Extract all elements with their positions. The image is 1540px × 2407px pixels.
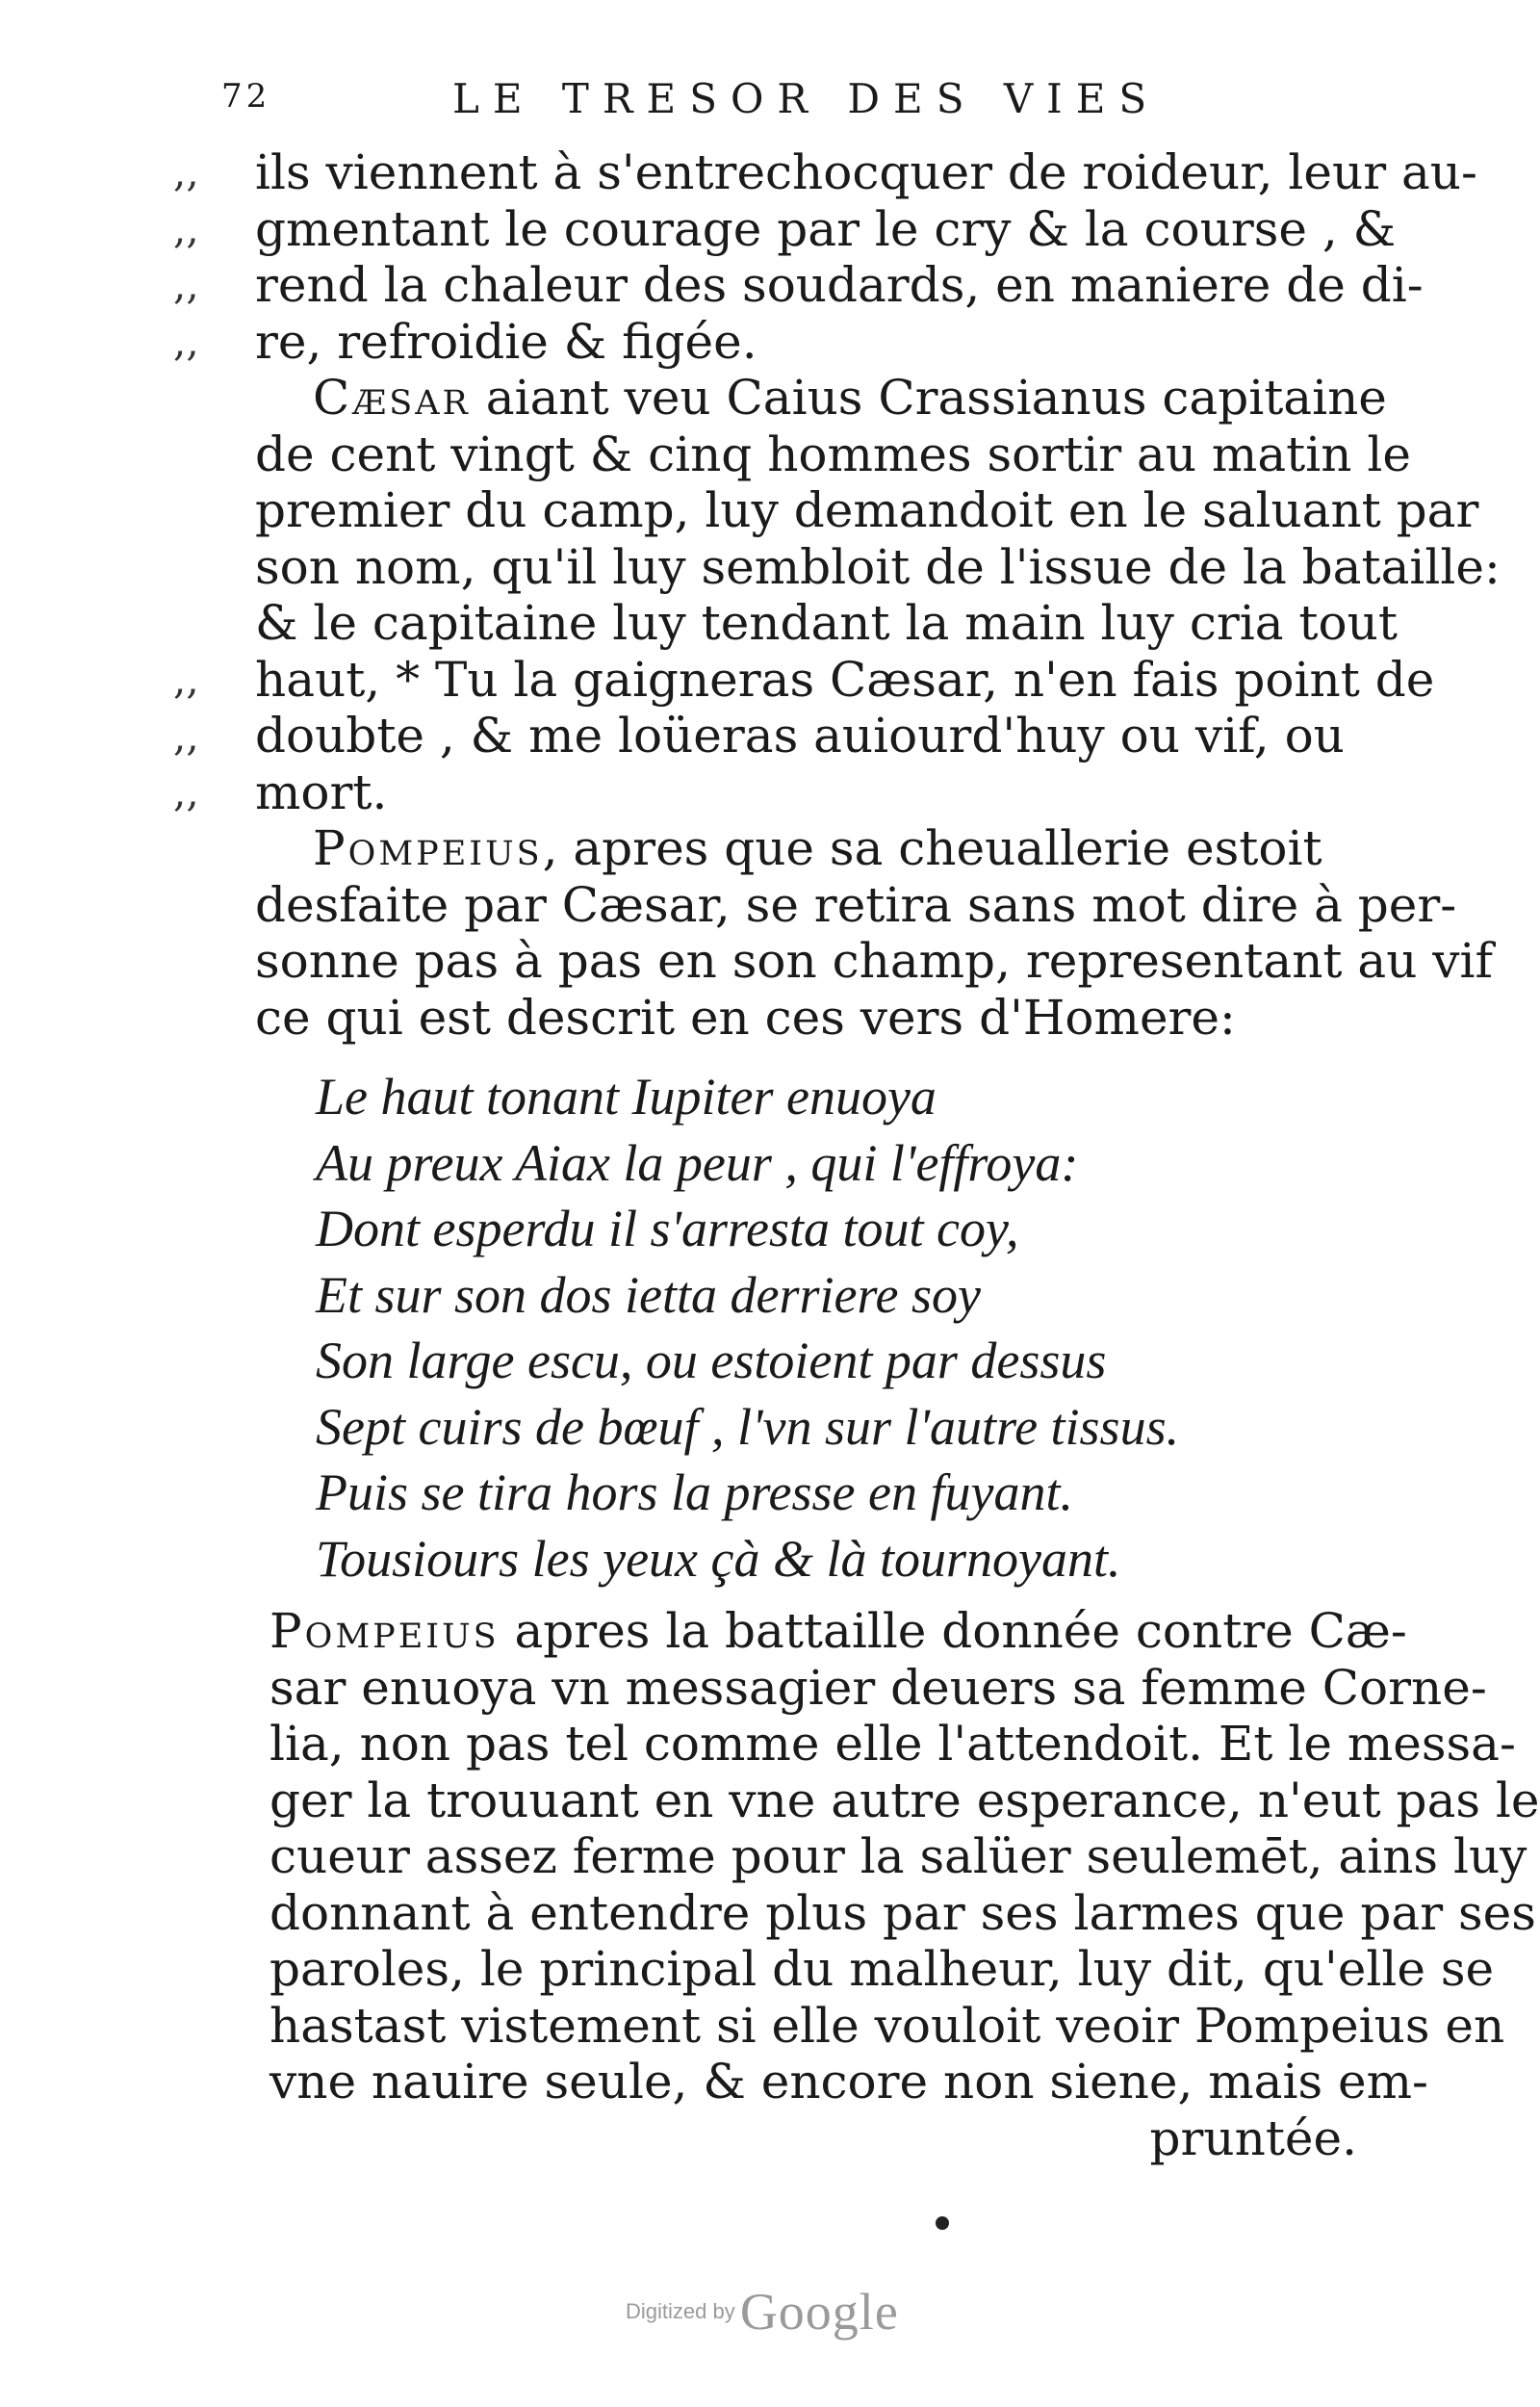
text-line: desfaite par Cæsar, se retira sans mot dire à per- xyxy=(255,876,1457,933)
text-line: son nom, qu'il luy sembloit de l'issue de la bataille: xyxy=(255,538,1501,595)
running-head: LE TRESOR DES VIES xyxy=(452,75,1161,122)
verse-line: Tousiours les yeux çà & là tournoyant. xyxy=(316,1529,1121,1588)
text-line: cueur assez ferme pour la salüer seulemēt, ains luy xyxy=(270,1828,1527,1884)
prose-block xyxy=(255,144,1501,1046)
margin-quote-mark: ,, xyxy=(173,656,199,703)
text-line: mort. xyxy=(255,764,388,820)
text-line: premier du camp, luy demandoit en le saluant par xyxy=(255,482,1479,538)
text-line xyxy=(255,820,1357,877)
paragraph-pompeius-messenger xyxy=(270,1603,1540,2166)
text-line: de cent vingt & cinq hommes sortir au matin le xyxy=(255,426,1411,482)
paragraph-lead-word: Pompeius xyxy=(270,1603,500,1659)
text-line: re, refroidie & figée. xyxy=(255,313,757,370)
text-line: paroles, le principal du malheur, luy dit, qu'elle se xyxy=(270,1941,1495,1997)
text-line xyxy=(255,370,1387,427)
text-line: gmentant le courage par le cry & la course , & xyxy=(255,200,1397,257)
text-fragment: apres la battaille donnée contre Cæ- xyxy=(499,1603,1407,1659)
text-line: donnant à entendre plus par ses larmes que par ses xyxy=(270,1884,1536,1941)
text-line: ce qui est descrit en ces vers d'Homere: xyxy=(255,989,1236,1046)
paragraph-continuation xyxy=(255,144,1477,370)
digitized-watermark xyxy=(626,2282,953,2349)
text-line: hastast vistement si elle vouloit veoir Pompeius en xyxy=(270,1997,1505,2054)
verse-line: Et sur son dos ietta derriere soy xyxy=(316,1265,981,1324)
text-line: sar enuoya vn messagier deuers sa femme Corne- xyxy=(270,1659,1487,1716)
paragraph-caesar xyxy=(255,370,1501,820)
paragraph-lead-word: Pompeius xyxy=(313,820,543,876)
google-logo: Google xyxy=(739,2283,899,2341)
text-line: & le capitaine luy tendant la main luy cria tout xyxy=(255,595,1398,651)
verse-line: Dont esperdu il s'arresta tout coy, xyxy=(316,1200,1019,1257)
verse-line: Au preux Aiax la peur , qui l'effroya: xyxy=(316,1133,1079,1192)
text-line-final: pruntée. xyxy=(1149,2109,1357,2166)
margin-quote-mark: ,, xyxy=(173,712,199,760)
text-line: rend la chaleur des soudards, en maniere de di- xyxy=(255,257,1424,313)
margin-quote-marks xyxy=(173,652,241,821)
page-number: 72 xyxy=(221,77,271,116)
text-fragment: , apres que sa cheuallerie estoit xyxy=(542,820,1322,876)
paragraph-lead-word: Cæsar xyxy=(313,370,471,426)
page-header xyxy=(164,75,1367,133)
verse-line: Sept cuirs de bœuf , l'vn sur l'autre tissus. xyxy=(316,1397,1180,1456)
margin-quote-marks xyxy=(173,144,241,370)
margin-quote-mark: ,, xyxy=(173,261,199,308)
verse-line: Son large escu, ou estoient par dessus xyxy=(316,1332,1107,1389)
text-line: haut, * Tu la gaigneras Cæsar, n'en fais point de xyxy=(255,651,1435,708)
margin-quote-mark: ,, xyxy=(173,317,199,365)
text-line xyxy=(270,1603,1407,1660)
text-fragment: aiant veu Caius Crassianus capitaine xyxy=(470,370,1387,426)
margin-quote-mark: ,, xyxy=(173,204,199,252)
text-line: vne nauire seule, & encore non siene, mais em- xyxy=(270,2054,1428,2109)
text-line: ils viennent à s'entrechocquer de roideur, leur au- xyxy=(255,144,1477,200)
margin-quote-mark: ,, xyxy=(173,148,199,195)
text-line: ger la trouuant en vne autre esperance, n'eut pas le xyxy=(270,1772,1540,1828)
text-line: doubte , & me loüeras auiourd'huy ou vif, ou xyxy=(255,708,1345,764)
text-line: sonne pas à pas en son champ, representant au vif xyxy=(255,933,1494,989)
ink-dot xyxy=(936,2216,949,2230)
verse-line: Le haut tonant Iupiter enuoya xyxy=(316,1068,937,1126)
margin-quote-mark: ,, xyxy=(173,768,199,815)
watermark-prefix: Digitized by xyxy=(626,2299,735,2323)
paragraph-pompeius-retreat xyxy=(255,820,1494,1046)
text-line: lia, non pas tel comme elle l'attendoit. Et le messa- xyxy=(270,1716,1516,1772)
verse-line: Puis se tira hors la presse en fuyant. xyxy=(316,1463,1073,1521)
verse-quotation xyxy=(316,1064,1355,1592)
